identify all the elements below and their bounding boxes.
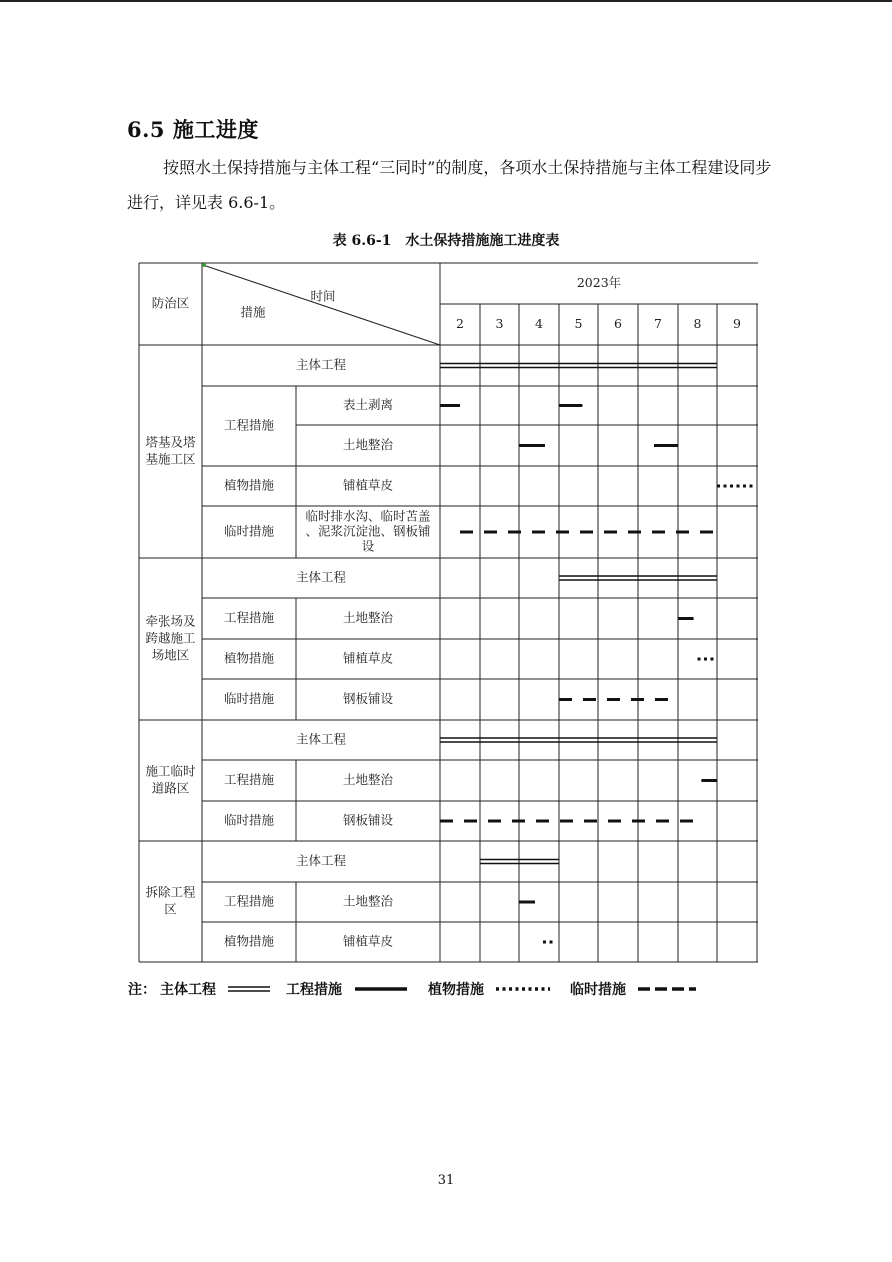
measure-item-label: 钢板铺设 — [342, 691, 394, 706]
area-name: 区 — [164, 901, 177, 917]
legend-veg-label: 植物措施 — [428, 982, 484, 998]
measure-item-label: 铺植草皮 — [342, 933, 394, 949]
area-name: 牵张场及 — [145, 613, 196, 629]
legend-main-label: 主体工程 — [160, 982, 216, 998]
month-header-8: 8 — [693, 316, 702, 331]
legend-veg-symbol — [496, 981, 552, 997]
area-name: 道路区 — [151, 780, 190, 796]
section-title: 施工进度 — [172, 117, 259, 142]
area-name: 基施工区 — [145, 451, 196, 467]
main-works-label: 主体工程 — [295, 731, 347, 747]
area-name: 拆除工程 — [145, 884, 196, 900]
area-name: 塔基及塔 — [145, 434, 196, 450]
area-column-header: 防治区 — [151, 295, 190, 311]
measure-item-label: 土地整治 — [342, 893, 394, 909]
section-number: 6.5 — [127, 117, 166, 142]
header-diagonal-line — [203, 265, 440, 345]
measure-item-label: 铺植草皮 — [342, 650, 394, 666]
measure-item-label: 、泥浆沉淀池、钢板铺 — [305, 523, 431, 539]
measure-item-label: 土地整治 — [342, 610, 394, 625]
legend-temp-symbol — [638, 981, 698, 997]
measure-kind-label: 临时措施 — [223, 812, 275, 828]
measure-kind-label: 植物措施 — [223, 650, 275, 666]
measure-kind-label: 临时措施 — [223, 691, 275, 706]
measure-kind-label: 工程措施 — [223, 417, 275, 433]
measure-kind-label: 工程措施 — [223, 893, 275, 909]
month-header-7: 7 — [654, 316, 662, 331]
measure-kind-label: 植物措施 — [223, 477, 275, 493]
measure-item-label: 土地整治 — [342, 772, 394, 787]
measure-item-label: 铺植草皮 — [342, 477, 394, 493]
measure-kind-label: 工程措施 — [223, 772, 275, 787]
main-works-label: 主体工程 — [295, 357, 347, 372]
area-name: 跨越施工 — [145, 630, 196, 646]
measure-kind-label: 工程措施 — [223, 610, 275, 625]
measure-item-label: 土地整治 — [342, 437, 394, 452]
measure-item-label: 设 — [361, 538, 375, 554]
area-name: 场地区 — [151, 647, 190, 663]
legend-eng-label: 工程措施 — [286, 982, 342, 998]
area-name: 施工临时 — [145, 763, 196, 779]
month-header-6: 6 — [614, 316, 622, 331]
time-axis-label: 时间 — [310, 288, 336, 304]
main-works-label: 主体工程 — [295, 569, 347, 585]
page-number: 31 — [437, 1173, 455, 1188]
month-header-9: 9 — [733, 316, 741, 331]
measure-item-label: 表土剥离 — [342, 397, 394, 412]
month-header-5: 5 — [574, 316, 583, 331]
year-header: 2023年 — [576, 275, 622, 290]
measure-item-label: 钢板铺设 — [342, 812, 394, 828]
month-header-3: 3 — [495, 316, 504, 331]
measure-item-label: 临时排水沟、临时苫盖 — [305, 508, 431, 524]
measure-kind-label: 临时措施 — [223, 523, 275, 539]
legend-prefix: 注： — [128, 982, 156, 998]
table-caption: 表 6.6-1 水土保持措施施工进度表 — [332, 233, 560, 249]
month-header-4: 4 — [535, 316, 543, 331]
legend-eng-symbol — [355, 981, 409, 997]
body-paragraph: 按照水土保持措施与主体工程“三同时”的制度，各项水土保持措施与主体工程建设同步进行，详见表 6.6-1。 — [127, 158, 772, 212]
legend-main-symbol — [228, 981, 272, 997]
month-header-2: 2 — [456, 316, 464, 331]
main-works-label: 主体工程 — [295, 853, 347, 868]
measure-axis-label: 措施 — [240, 304, 266, 320]
measure-kind-label: 植物措施 — [223, 933, 275, 949]
legend-temp-label: 临时措施 — [570, 982, 626, 998]
diagonal-corner-dot — [202, 263, 206, 267]
